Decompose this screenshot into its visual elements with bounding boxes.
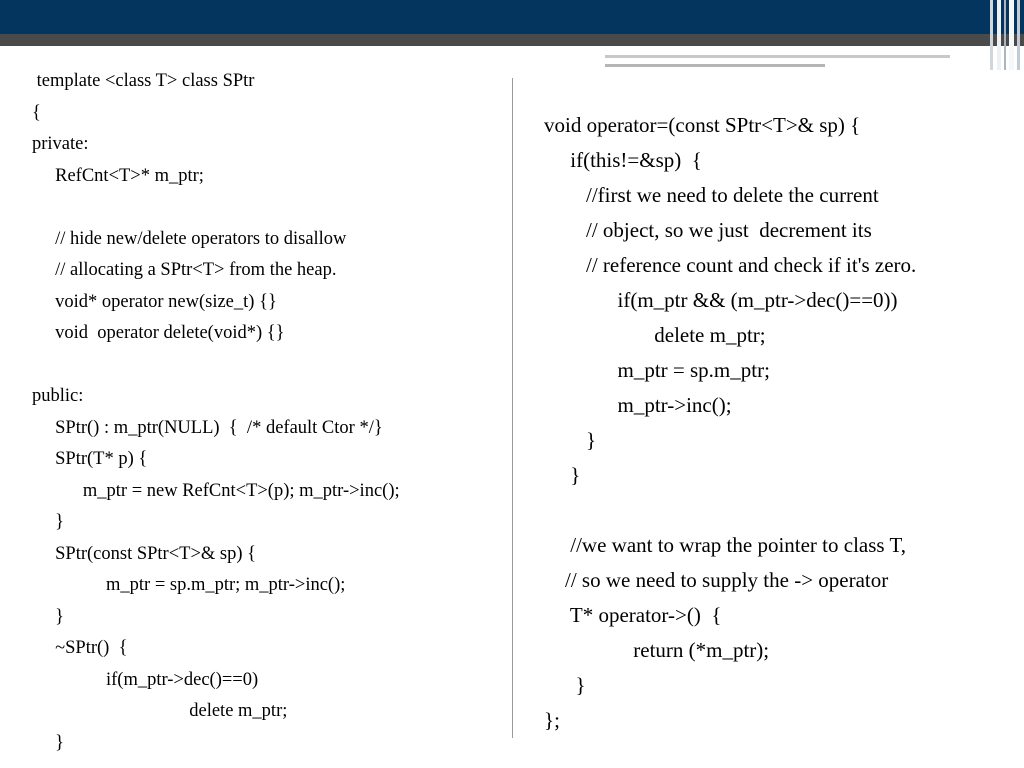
code-line: // allocating a SPtr<T> from the heap. xyxy=(32,260,337,280)
code-line: }; xyxy=(544,708,560,732)
code-line: // reference count and check if it's zero. xyxy=(544,253,917,277)
header-accent-line xyxy=(605,55,950,58)
code-line: if(m_ptr && (m_ptr->dec()==0)) xyxy=(544,288,898,312)
code-line: m_ptr = new RefCnt<T>(p); m_ptr->inc(); xyxy=(32,481,400,501)
code-line: SPtr(const SPtr<T>& sp) { xyxy=(32,544,257,564)
code-line: { xyxy=(32,103,41,123)
code-line: void* operator new(size_t) {} xyxy=(32,292,277,312)
header-accent-line xyxy=(605,64,825,67)
code-line: template <class T> class SPtr xyxy=(32,71,255,91)
code-line: ~SPtr() { xyxy=(32,638,128,658)
header-strip xyxy=(0,34,1024,46)
code-line: if(m_ptr->dec()==0) xyxy=(32,670,259,690)
code-line: // object, so we just decrement its xyxy=(544,218,872,242)
column-divider xyxy=(512,78,513,738)
code-line: private: xyxy=(32,134,89,154)
code-line: } xyxy=(32,733,65,753)
code-line: //first we need to delete the current xyxy=(544,183,879,207)
code-line: } xyxy=(544,673,586,697)
header-decor-stripe xyxy=(1009,0,1014,70)
code-line: void operator delete(void*) {} xyxy=(32,323,285,343)
code-line: //we want to wrap the pointer to class T, xyxy=(544,533,906,557)
code-line: } xyxy=(544,463,581,487)
header-bar xyxy=(0,0,1024,34)
header-decor-stripe xyxy=(997,0,1001,70)
header-decor-stripe xyxy=(990,0,993,70)
code-line: SPtr(T* p) { xyxy=(32,449,148,469)
code-line: } xyxy=(544,428,597,452)
code-line: m_ptr = sp.m_ptr; m_ptr->inc(); xyxy=(32,575,346,595)
code-line: public: xyxy=(32,386,84,406)
header-decor-stripe xyxy=(1017,0,1020,70)
code-line: m_ptr->inc(); xyxy=(544,393,732,417)
code-line: // so we need to supply the -> operator xyxy=(544,568,889,592)
code-line: return (*m_ptr); xyxy=(544,638,770,662)
code-line: T* operator->() { xyxy=(544,603,722,627)
code-line: } xyxy=(32,512,65,532)
code-line: SPtr() : m_ptr(NULL) { /* default Ctor */} xyxy=(32,418,383,438)
code-line: // hide new/delete operators to disallow xyxy=(32,229,347,249)
code-line: } xyxy=(32,607,65,627)
code-line: m_ptr = sp.m_ptr; xyxy=(544,358,770,382)
code-line: delete m_ptr; xyxy=(544,323,766,347)
code-line: if(this!=&sp) { xyxy=(544,148,702,172)
code-line: delete m_ptr; xyxy=(32,701,288,721)
code-line: RefCnt<T>* m_ptr; xyxy=(32,166,204,186)
header-accent-line xyxy=(0,46,600,49)
code-line: void operator=(const SPtr<T>& sp) { xyxy=(544,113,861,137)
header-decor-stripe xyxy=(1004,0,1006,70)
